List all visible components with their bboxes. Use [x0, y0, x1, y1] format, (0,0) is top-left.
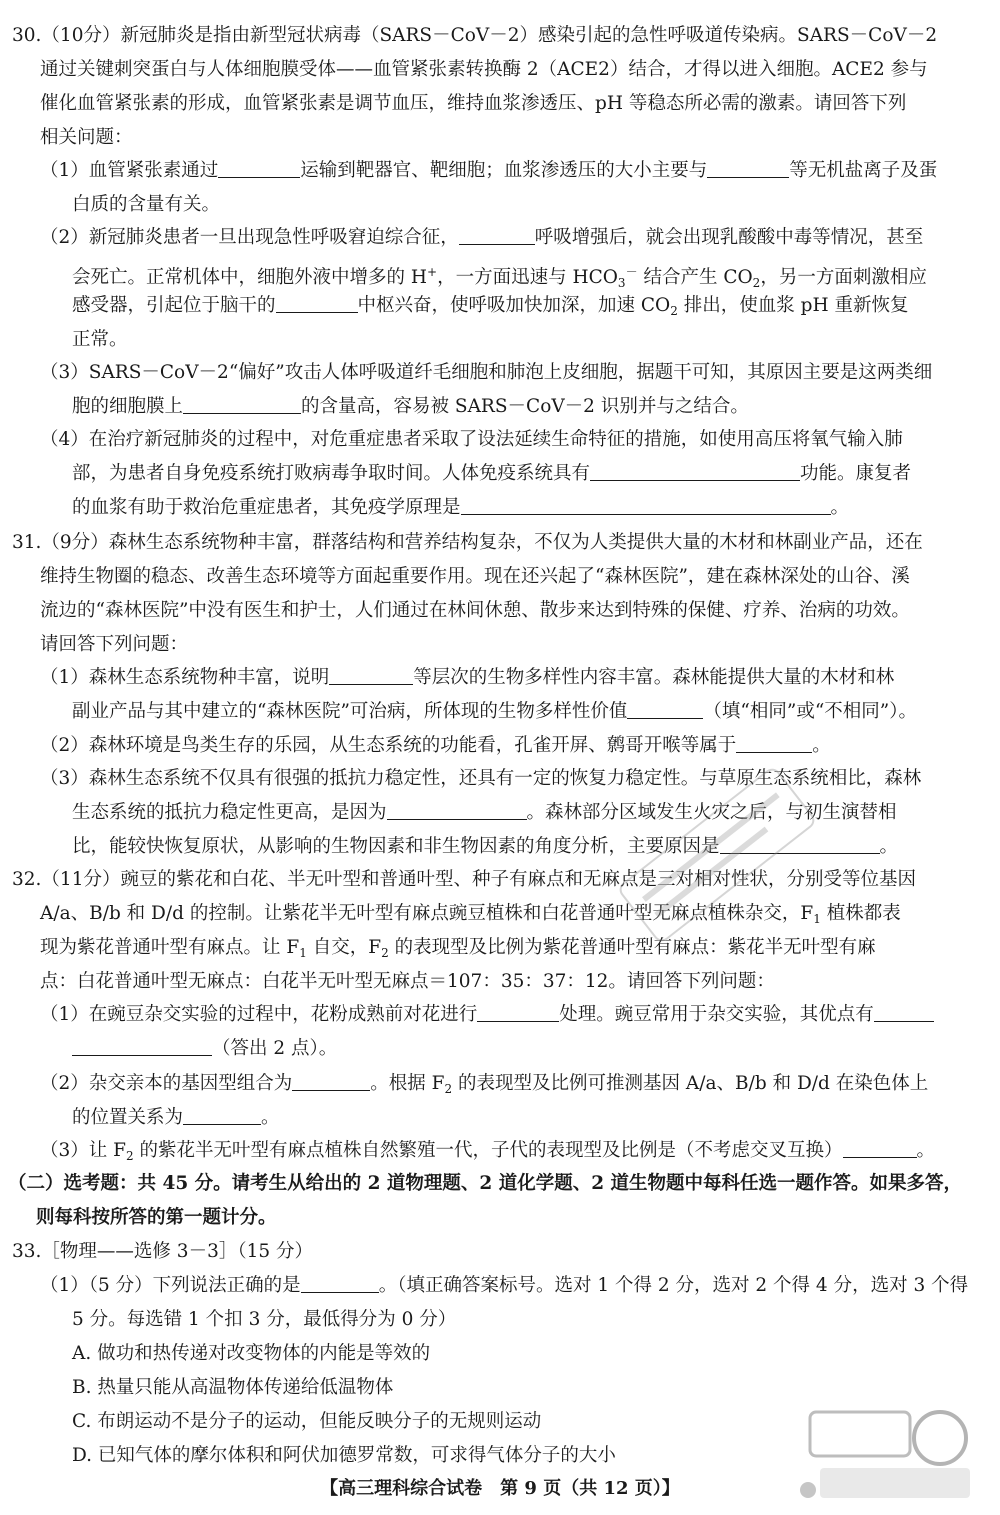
q30-sub2-text-b: 呼吸增强后，就会出现乳酸酸中毒等情况，甚至	[534, 227, 924, 248]
q30-text-3: 催化血管紧张素的形成，血管紧张素是调节血压，维持血浆渗透压、pH 等稳态所必需的激素。请回答下列	[40, 93, 907, 114]
q32-text-3b: 自交，F	[306, 937, 382, 958]
q31-sub2-line-1	[0, 730, 1000, 762]
q33-sub1-text-c: 5 分。每选错 1 个扣 3 分，最低得分为 0 分）	[72, 1309, 457, 1330]
q30-text-2: 通过关键刺突蛋白与人体细胞膜受体——血管紧张素转换酶 2（ACE2）结合，才得以进入细胞。ACE2 参与	[40, 59, 928, 80]
q30-sub2-text-f: ，另一方面刺激相应	[760, 267, 927, 288]
section-2-line-1	[0, 1168, 1000, 1200]
q33-sub1-text-a: （1）（5 分）下列说法正确的是	[40, 1275, 301, 1296]
q32-line-1	[0, 864, 1000, 896]
superscript: +	[427, 265, 438, 279]
q30-sub4-text-e: 。	[830, 497, 850, 518]
q30-sub4-line-1	[0, 424, 1000, 456]
answer-blank[interactable]	[72, 1035, 212, 1056]
answer-blank[interactable]	[292, 1070, 370, 1091]
q30-sub3-text-c: 的含量高，容易被 SARS－CoV－2 识别并与之结合。	[301, 396, 749, 417]
q32-sub1-text-a: （1）在豌豆杂交实验的过程中，花粉成熟前对花进行	[40, 1004, 478, 1025]
answer-blank[interactable]	[459, 224, 535, 245]
q31-text-2: 维持生物圈的稳态、改善生态环境等方面起重要作用。现在还兴起了“森林医院”，建在森林深处的山谷、溪	[40, 566, 910, 587]
q30-line-3	[0, 88, 1000, 120]
answer-blank[interactable]	[301, 1272, 379, 1293]
answer-blank[interactable]	[874, 1001, 934, 1022]
subscript: 2	[126, 1149, 134, 1163]
q31-line-4	[0, 629, 1000, 661]
q33-sub1-line-2	[0, 1304, 1000, 1336]
answer-blank[interactable]	[276, 292, 358, 313]
q31-sub3-text-d: 比，能较快恢复原状，从影响的生物因素和非生物因素的角度分析，主要原因是	[72, 836, 720, 857]
q30-sub2-text-a: （2）新冠肺炎患者一旦出现急性呼吸窘迫综合征，	[40, 227, 459, 248]
q31-sub1-text-a: （1）森林生态系统物种丰富，说明	[40, 667, 330, 688]
q30-sub1-text-b: 运输到靶器官、靶细胞；血浆渗透压的大小主要与	[300, 160, 708, 181]
q30-sub2-line-1	[0, 222, 1000, 254]
q31-sub3-text-c: 。森林部分区域发生火灾之后，与初生演替相	[526, 802, 897, 823]
q30-sub2-text-h: 中枢兴奋，使呼吸加快加深，加速 CO	[357, 295, 671, 316]
q31-sub2-text-b: 。	[812, 735, 831, 756]
q33-option-a[interactable]	[0, 1338, 1000, 1370]
answer-blank[interactable]	[461, 494, 831, 515]
answer-blank[interactable]	[707, 157, 789, 178]
q31-sub1-text-d: （填“相同”或“不相同”）。	[703, 701, 918, 722]
q32-text-2: A/a、B/b 和 D/d 的控制。让紫花半无叶型有麻点豌豆植株和白花普通叶型无麻点植株杂交，F	[40, 903, 814, 924]
q31-line-3	[0, 595, 1000, 627]
q31-text-4: 请回答下列问题：	[40, 634, 189, 655]
q30-sub3-text-b: 胞的细胞膜上	[72, 396, 184, 417]
q30-sub2-text-j: 正常。	[72, 329, 128, 350]
q33-option-c-text: C. 布朗运动不是分子的运动，但能反映分子的无规则运动	[72, 1411, 542, 1432]
q31-line-2	[0, 561, 1000, 593]
answer-blank[interactable]	[477, 1001, 559, 1022]
answer-blank[interactable]	[183, 1104, 261, 1125]
answer-blank[interactable]	[387, 799, 527, 820]
q32-sub3-text-b: 的紫花半无叶型有麻点植株自然繁殖一代，子代的表现型及比例是（不考虑交叉互换）	[133, 1140, 843, 1161]
q31-text-1: 31.（9分）森林生态系统物种丰富，群落结构和营养结构复杂，不仅为人类提供大量的木材和林副业产品，还在	[12, 532, 923, 553]
q31-sub1-text-b: 等层次的生物多样性内容丰富。森林能提供大量的木材和林	[413, 667, 895, 688]
answer-blank[interactable]	[720, 833, 880, 854]
q32-text-2b: 植株都表	[820, 903, 901, 924]
q31-sub3-text-a: （3）森林生态系统不仅具有很强的抵抗力稳定性，还具有一定的恢复力稳定性。与草原生态系统相比，森林	[40, 768, 922, 789]
page-footer-text: 【高三理科综合试卷 第 9 页（共 12 页）】	[320, 1478, 680, 1499]
q30-sub2-text-c: 会死亡。正常机体中，细胞外液中增多的 H	[72, 267, 428, 288]
q30-sub1-text-d: 白质的含量有关。	[72, 194, 221, 215]
q31-text-3: 流边的“森林医院”中没有医生和护士，人们通过在林间休憩、散步来达到特殊的保健、疗养、治病的功效。	[40, 600, 910, 621]
q33-sub1-line-1	[0, 1270, 1000, 1302]
q30-sub2-text-g: 感受器，引起位于脑干的	[72, 295, 276, 316]
q30-line-4	[0, 122, 1000, 154]
q32-line-3	[0, 932, 1000, 969]
q31-sub1-line-2	[0, 696, 1000, 728]
q32-sub1-line-2	[0, 1033, 1000, 1065]
q32-sub1-text-b: 处理。豌豆常用于杂交实验，其优点有	[559, 1004, 874, 1025]
q32-sub1-text-c: （答出 2 点）。	[212, 1038, 338, 1059]
q32-sub2-text-b: 。根据 F	[370, 1073, 445, 1094]
subscript: 3	[617, 276, 626, 290]
q31-sub3-line-2	[0, 797, 1000, 829]
q31-sub2-text-a: （2）森林环境是鸟类生存的乐园，从生态系统的功能看，孔雀开屏、鹩哥开喉等属于	[40, 735, 737, 756]
q31-sub3-text-e: 。	[879, 836, 899, 857]
q31-sub3-line-3	[0, 831, 1000, 863]
q30-sub1-line-2	[0, 189, 1000, 221]
answer-blank[interactable]	[627, 698, 703, 719]
q30-sub3-line-1	[0, 357, 1000, 389]
q30-sub2-text-e: 结合产生 CO	[637, 267, 753, 288]
q30-sub2-text-d: ，一方面迅速与 HCO	[437, 267, 618, 288]
q30-sub4-text-a: （4）在治疗新冠肺炎的过程中，对危重症患者采取了设法延续生命特征的措施，如使用高压将氧气输入肺	[40, 429, 903, 450]
q32-text-4: 点：白花普通叶型无麻点：白花半无叶型无麻点＝107：35：37：12。请回答下列问题：	[40, 971, 775, 992]
q33-title-text: 33.［物理——选修 3－3］（15 分）	[12, 1241, 314, 1262]
q30-sub3-line-2	[0, 391, 1000, 423]
subscript: 2	[670, 304, 678, 318]
q30-sub2-line-3	[0, 290, 1000, 327]
q32-line-4	[0, 966, 1000, 998]
q32-line-2	[0, 898, 1000, 935]
q30-sub4-line-3	[0, 492, 1000, 524]
answer-blank[interactable]	[843, 1137, 917, 1158]
q30-sub4-line-2	[0, 458, 1000, 490]
q33-title	[0, 1236, 1000, 1268]
q32-text-1: 32.（11分）豌豆的紫花和白花、半无叶型和普通叶型、种子有麻点和无麻点是三对相对性状，分别受等位基因	[12, 869, 916, 890]
q32-text-3: 现为紫花普通叶型有麻点。让 F	[40, 937, 300, 958]
q32-sub2-text-e: 。	[261, 1107, 280, 1128]
q30-text-4: 相关问题：	[40, 127, 133, 148]
q32-sub1-line-1	[0, 999, 1000, 1031]
answer-blank[interactable]	[218, 157, 300, 178]
q32-text-3c: 的表现型及比例为紫花普通叶型有麻点：紫花半无叶型有麻	[388, 937, 876, 958]
q30-sub1-text-c: 等无机盐离子及蛋	[789, 160, 938, 181]
answer-blank[interactable]	[736, 732, 812, 753]
q32-sub3-line-1	[0, 1135, 1000, 1172]
q30-sub4-text-b: 部，为患者自身免疫系统打败病毒争取时间。人体免疫系统具有	[72, 463, 591, 484]
q30-text-1: 30.（10分）新冠肺炎是指由新型冠状病毒（SARS－CoV－2）感染引起的急性呼吸道传染病。SARS－CoV－2	[12, 25, 938, 46]
q30-sub3-text-a: （3）SARS－CoV－2“偏好”攻击人体呼吸道纤毛细胞和肺泡上皮细胞，据题干可知，其原因主要是这两类细	[40, 362, 933, 383]
q31-sub1-line-1	[0, 662, 1000, 694]
subscript: 2	[381, 946, 389, 960]
q30-sub2-line-4	[0, 324, 1000, 356]
q30-sub1-line-1	[0, 155, 1000, 187]
q30-line-2	[0, 54, 1000, 86]
q32-sub2-line-1	[0, 1068, 1000, 1105]
answer-blank[interactable]	[590, 460, 800, 481]
q33-sub1-text-b: 。（填正确答案标号。选对 1 个得 2 分，选对 2 个得 4 分，选对 3 个得	[378, 1275, 969, 1296]
q30-sub4-text-d: 的血浆有助于救治危重症患者，其免疫学原理是	[72, 497, 461, 518]
q33-option-c[interactable]	[0, 1406, 1000, 1438]
q33-option-d-text: D. 已知气体的摩尔体积和阿伏加德罗常数，可求得气体分子的大小	[72, 1445, 616, 1466]
q32-sub3-text-a: （3）让 F	[40, 1140, 126, 1161]
subscript: 2	[444, 1082, 453, 1096]
section-2-text-2: 则每科按所答的第一题计分。	[36, 1207, 277, 1228]
q33-option-d[interactable]	[0, 1440, 1000, 1472]
q33-option-b[interactable]	[0, 1372, 1000, 1404]
q31-sub1-text-c: 副业产品与其中建立的“森林医院”可治病，所体现的生物多样性价值	[72, 701, 628, 722]
q32-sub2-text-a: （2）杂交亲本的基因型组合为	[40, 1073, 293, 1094]
q30-sub4-text-c: 功能。康复者	[800, 463, 912, 484]
q30-sub2-text-i: 排出，使血浆 pH 重新恢复	[677, 295, 909, 316]
section-2-line-2	[0, 1202, 1000, 1234]
subscript: 2	[752, 276, 761, 290]
q32-sub3-text-c: 。	[916, 1140, 936, 1161]
q33-option-a-text: A. 做功和热传递对改变物体的内能是等效的	[72, 1343, 431, 1364]
superscript: －	[625, 265, 638, 279]
section-2-text-1: （二）选考题：共 45 分。请考生从给出的 2 道物理题、2 道化学题、2 道生物题中每科任选一题作答。如果多答，	[8, 1173, 963, 1194]
q32-sub2-text-d: 的位置关系为	[72, 1107, 184, 1128]
q32-sub2-text-c: 的表现型及比例可推测基因 A/a、B/b 和 D/d 在染色体上	[452, 1073, 929, 1094]
page-footer	[0, 1474, 1000, 1500]
q31-sub3-line-1	[0, 763, 1000, 795]
q31-sub3-text-b: 生态系统的抵抗力稳定性更高，是因为	[72, 802, 387, 823]
answer-blank[interactable]	[183, 393, 301, 414]
q33-option-b-text: B. 热量只能从高温物体传递给低温物体	[72, 1377, 394, 1398]
q30-sub1-text-a: （1）血管紧张素通过	[40, 160, 219, 181]
q30-line-1	[0, 20, 1000, 52]
q31-line-1	[0, 527, 1000, 559]
subscript: 1	[299, 946, 307, 960]
q32-sub2-line-2	[0, 1102, 1000, 1134]
subscript: 1	[813, 912, 821, 926]
answer-blank[interactable]	[329, 664, 413, 685]
